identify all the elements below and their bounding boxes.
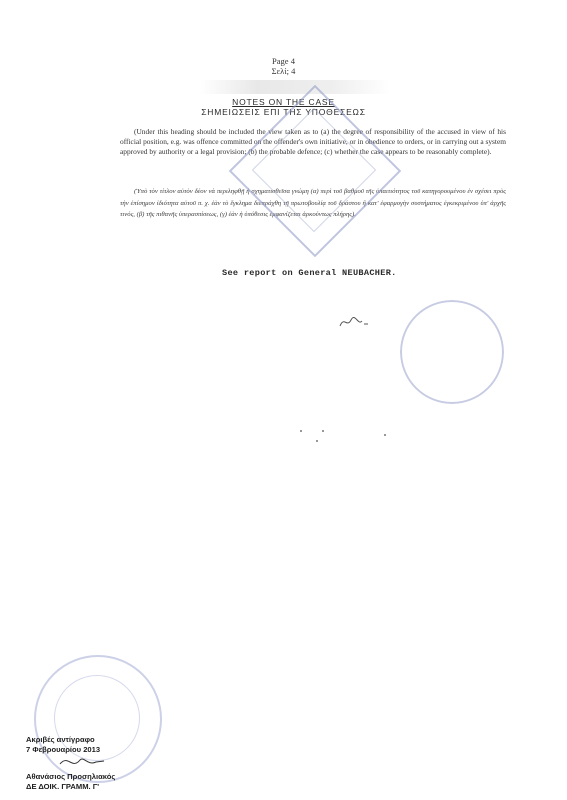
instructions-greek: (Ὑπὸ τὸν τίτλον αὐτὸν δέον νὰ περιληφθῇ ἡ σχηματισθεῖσα γνώμη (α) περὶ τοῦ βαθμοῦ τῆς ὑπαιτιότητος τοῦ κατηγορουμένου ἐν σχέσει πρὸς τὴν ἐπίσημον ἰδιότητα αὐτοῦ π. χ. ἐὰν τὸ ἔγκλημα διεπράχθη τῇ πρωτοβουλίᾳ τοῦ δράστου ἢ κατ' ἐφαρμογὴν συστήματος ἐγκεκριμένου ὑπ' ἀρχῆς τινός, (β) τῆς πιθανῆς ὑπερασπίσεως, (γ) ἐὰν ἡ ὑπόθεσις ἐμφανίζεται ἀρκούντως πλήρης). [120,188,506,218]
heading-english: NOTES ON THE CASE [232,97,335,107]
initials-signature [338,312,378,332]
certifier-signature [58,752,108,772]
section-heading [0,97,567,117]
report-note: See report on General NEUBACHER. [222,268,397,278]
page-number-gr: Σελί; 4 [271,66,296,76]
instructions-english: (Under this heading should be included the view taken as to (a) the degree of responsibility of the accused in view of his official position, e.g. was offence committed on the offender's own initiative, or in obedience to orders, or in carrying out a system approved by authority or a legal provision; (b) the probable defence; (c) whether the case appears to be reasonably complete). [120,127,506,157]
heading-greek: ΣΗΜΕΙΩΣΕΙΣ ΕΠΙ ΤΗΣ ΥΠΟΘΕΣΕΩΣ [201,107,366,117]
page-number-header [0,56,567,76]
page-number-en: Page 4 [272,56,295,66]
certifier-name: Αθανάσιος Προσηλιακός [26,772,116,781]
certifier-title: ΔΕ ΔΟΙΚ. ΓΡΑΜΜ. Γ' [26,782,100,791]
certification-date: 7 Φεβρουαρίου 2013 [26,745,101,754]
certifier-block [26,772,115,792]
certified-copy-label: Ακριβές αντίγραφο [26,735,95,744]
round-seal-stamp [400,300,504,404]
bleed-through-text [200,80,390,94]
